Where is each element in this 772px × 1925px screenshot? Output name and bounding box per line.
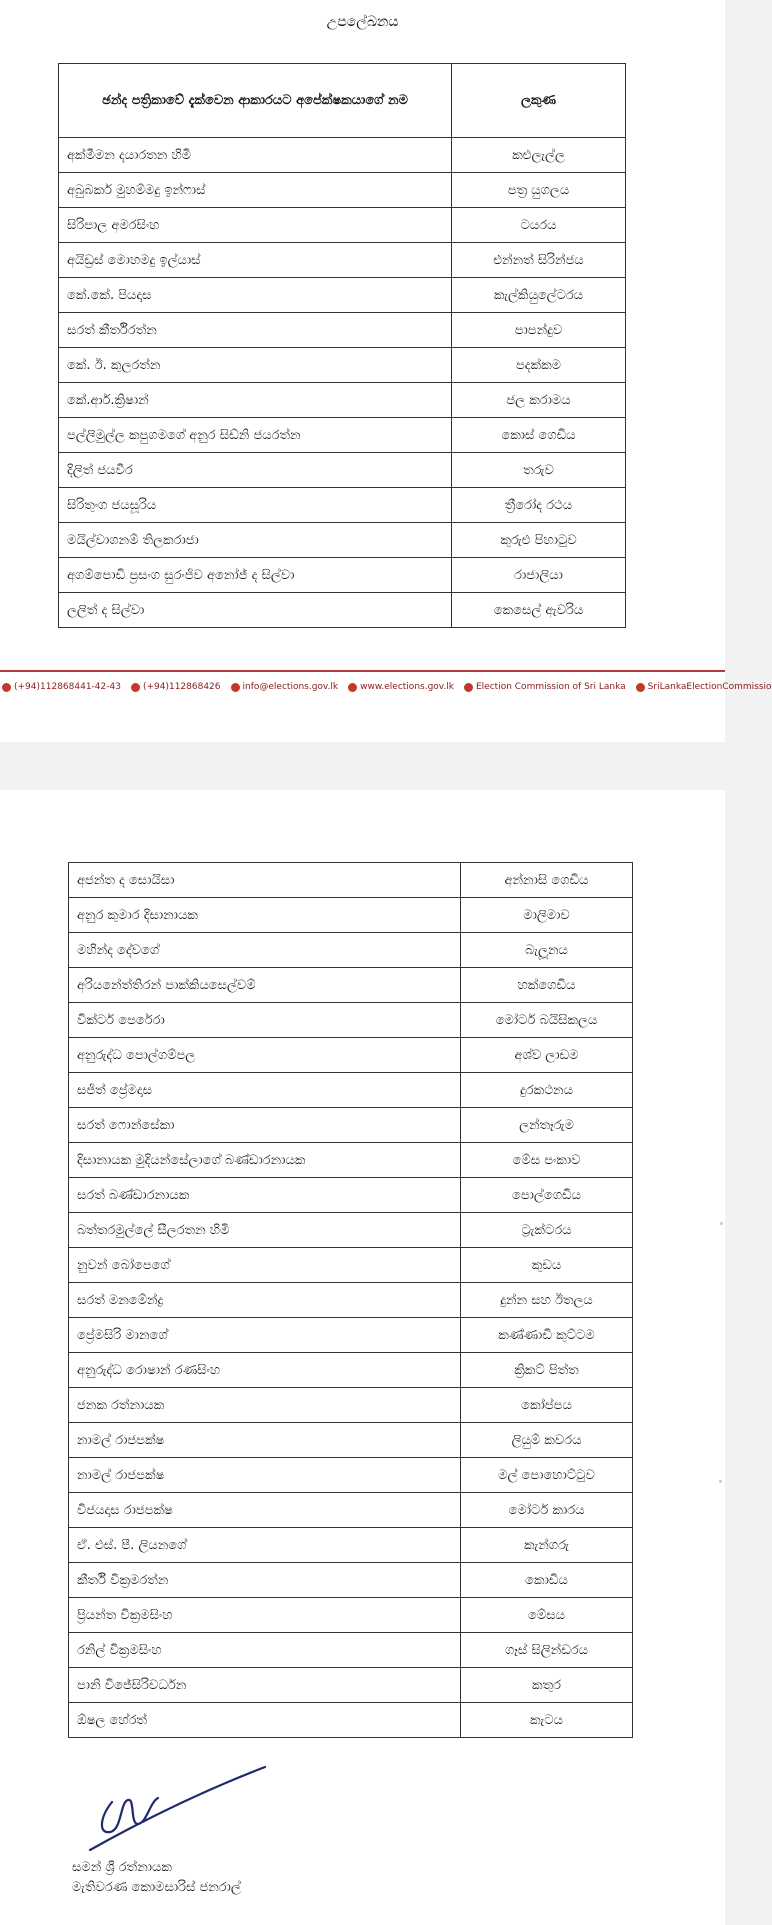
footer-social[interactable] [636, 682, 772, 692]
candidate-name: ප්‍රියන්ත වික්‍රමසිංහ [69, 1598, 461, 1633]
candidate-name: ඕෂල හේරත් [69, 1703, 461, 1738]
candidate-name: ජනක රත්නායක [69, 1388, 461, 1423]
candidate-name: අනුර කුමාර දිසානායක [69, 898, 461, 933]
candidate-name: කීර්ති වික්‍රමරත්න [69, 1563, 461, 1598]
candidate-symbol: මාලිමාව [461, 898, 633, 933]
candidate-name: සරත් ෆොන්සේකා [69, 1108, 461, 1143]
candidate-symbol: මේස පංකාව [461, 1143, 633, 1178]
facebook-icon [464, 683, 473, 692]
candidate-name: නාමල් රාජපක්ෂ [69, 1458, 461, 1493]
candidate-name: අරියනේත්තිරන් පාක්කියසෙල්වම් [69, 968, 461, 1003]
table-row [59, 383, 626, 418]
candidate-symbol: හක්ගෙඩිය [461, 968, 633, 1003]
table-row [69, 1598, 633, 1633]
table-header-row [59, 64, 626, 138]
table-row [69, 1458, 633, 1493]
table-row [69, 1388, 633, 1423]
footer-facebook-text[interactable]: Election Commission of Sri Lanka [476, 682, 626, 692]
candidate-name: නාමල් රාජපක්ෂ [69, 1423, 461, 1458]
candidate-symbol: තරුව [452, 453, 626, 488]
signatory-title: මැතිවරණ කොමසාරිස් ජනරාල් [72, 1880, 241, 1895]
footer-fax-text: (+94)112868426 [142, 682, 221, 692]
annex-title: උපලේඛනය [326, 14, 399, 30]
candidate-name: අක්මීමන දයාරතන හිමි [59, 138, 452, 173]
candidate-name: සරත් කීර්තිරත්න [59, 313, 452, 348]
table-row [69, 933, 633, 968]
table-row [69, 1318, 633, 1353]
candidate-symbol: කුඩය [461, 1248, 633, 1283]
table-row [59, 173, 626, 208]
table-row [69, 1423, 633, 1458]
candidate-symbol: කැටය [461, 1703, 633, 1738]
candidate-symbol: ගෑස් සිලින්ඩරය [461, 1633, 633, 1668]
footer-phone [2, 682, 121, 692]
candidate-symbol: කෙසෙල් ඇවරිය [452, 593, 626, 628]
candidate-symbol: ලියුම් කවරය [461, 1423, 633, 1458]
candidate-symbol: එන්නත් සිරින්ජය [452, 243, 626, 278]
table-row [69, 1178, 633, 1213]
table-row [69, 1703, 633, 1738]
candidate-symbol: ජල කරාමය [452, 383, 626, 418]
candidate-symbol: පාපන්දුව [452, 313, 626, 348]
candidate-name: සරත් බණ්ඩාරනායක [69, 1178, 461, 1213]
candidate-symbol: කණ්ණාඩි කුට්ටම [461, 1318, 633, 1353]
candidate-symbol: රාජාලියා [452, 558, 626, 593]
candidate-symbol: බැලූනය [461, 933, 633, 968]
candidate-symbol: මේසය [461, 1598, 633, 1633]
header-candidate-name: ඡන්ද පත්‍රිකාවේ දැක්වෙන ආකාරයට අපේක්ෂකයාගේ නම [59, 64, 452, 138]
candidate-symbol: කෝප්පය [461, 1388, 633, 1423]
candidate-name: කේ.ආර්.ක්‍රිෂාන් [59, 383, 452, 418]
table-row [59, 523, 626, 558]
candidate-symbol: අශ්ව ලාඩම [461, 1038, 633, 1073]
candidate-name: සිරිපාල අමරසිංහ [59, 208, 452, 243]
table-row [69, 1038, 633, 1073]
table-row [69, 1633, 633, 1668]
table-row [69, 1283, 633, 1318]
scan-speck [719, 1480, 722, 1483]
email-icon [231, 683, 240, 692]
table-row [59, 278, 626, 313]
footer-web-text[interactable]: www.elections.gov.lk [360, 682, 454, 692]
candidate-name: අයිඩ්‍රස් මොහමදු ඉල්යාස් [59, 243, 452, 278]
candidate-name: කේ. ඊ. කුලරත්න [59, 348, 452, 383]
candidate-symbol: කතුර [461, 1668, 633, 1703]
candidate-symbol: දුන්න සහ ඊතලය [461, 1283, 633, 1318]
table-row [59, 558, 626, 593]
table-row [69, 1073, 633, 1108]
fax-icon [131, 683, 140, 692]
table-row [69, 1143, 633, 1178]
table-row [59, 593, 626, 628]
table-row [59, 208, 626, 243]
candidate-name: අජන්ත ද සොයිසා [69, 863, 461, 898]
candidate-symbol: මල් පොහොට්ටුව [461, 1458, 633, 1493]
candidate-name: අබුබකර් මුහම්මදු ඉන්ෆාස් [59, 173, 452, 208]
phone-icon [2, 683, 11, 692]
candidate-name: මහින්ද දේවගේ [69, 933, 461, 968]
candidate-symbol: ට්‍රැක්ටරය [461, 1213, 633, 1248]
candidate-symbol: කළුලැල්ල [452, 138, 626, 173]
footer-social-text[interactable]: SriLankaElectionCommissio [647, 682, 772, 692]
candidate-name: දිසානායක මුදියන්සේලාගේ බණ්ඩාරනායක [69, 1143, 461, 1178]
candidate-symbol: කැන්ගරු [461, 1528, 633, 1563]
candidate-name: නුවන් බෝපෙගේ [69, 1248, 461, 1283]
candidate-symbol: ක්‍රිකට් පිත්ත [461, 1353, 633, 1388]
table-row [69, 1248, 633, 1283]
candidate-name: මයිල්වාගනම් තිලකරාජා [59, 523, 452, 558]
candidate-symbol: දුරකථනය [461, 1073, 633, 1108]
table-row [69, 898, 633, 933]
candidate-name: දිලිත් ජයවීර [59, 453, 452, 488]
candidate-symbol: කොඩිය [461, 1563, 633, 1598]
candidate-symbol: පත්‍ර යුගලය [452, 173, 626, 208]
table-row [59, 453, 626, 488]
table-row [69, 1108, 633, 1143]
document-page-2 [0, 790, 725, 1925]
candidate-symbol: මෝටර් බයිසිකලය [461, 1003, 633, 1038]
candidate-name: සරත් මනමේන්ද්‍ර [69, 1283, 461, 1318]
footer-email[interactable] [231, 682, 339, 692]
table-row [59, 418, 626, 453]
table-row [69, 1528, 633, 1563]
candidate-symbol: අන්නාසි ගෙඩිය [461, 863, 633, 898]
candidate-symbol: කුරුළු පිහාටුව [452, 523, 626, 558]
candidate-name: අනුරුද්ධ පොල්ගම්පල [69, 1038, 461, 1073]
table-row [69, 1213, 633, 1248]
candidate-name: කේ.කේ. පියදාස [59, 278, 452, 313]
table-row [69, 863, 633, 898]
candidate-name: අගම්පොඩි ප්‍රසංග සුරංජිව අනෝජ් ද සිල්වා [59, 558, 452, 593]
table-row [69, 1003, 633, 1038]
social-icon [636, 683, 645, 692]
candidate-name: ප්‍රේමසිරි මානගේ [69, 1318, 461, 1353]
footer-facebook[interactable] [464, 682, 626, 692]
table-row [59, 348, 626, 383]
candidate-name: වික්ටර් පෙරේරා [69, 1003, 461, 1038]
scan-speck [720, 1222, 723, 1225]
candidate-name: ලලිත් ද සිල්වා [59, 593, 452, 628]
candidate-name: අනුරුද්ධ රොෂාන් රණසිංහ [69, 1353, 461, 1388]
candidate-symbol: කැල්කියුලේටරය [452, 278, 626, 313]
table-row [69, 1353, 633, 1388]
table-row [59, 243, 626, 278]
table-row [69, 1563, 633, 1598]
candidate-name: සජිත් ප්‍රේමදාස [69, 1073, 461, 1108]
table-row [59, 138, 626, 173]
signature-image [80, 1762, 270, 1852]
footer-email-text[interactable]: info@elections.gov.lk [242, 682, 339, 692]
web-icon [348, 683, 357, 692]
candidate-symbol: කොස් ගෙඩිය [452, 418, 626, 453]
candidate-name: බත්තරමුල්ලේ සීලරතන හිමි [69, 1213, 461, 1248]
candidate-name: විජයදාස රාජපක්ෂ [69, 1493, 461, 1528]
table-row [69, 968, 633, 1003]
candidate-symbol: මෝටර් කාරය [461, 1493, 633, 1528]
contact-footer [2, 678, 772, 696]
candidate-symbol: ත්‍රීරෝද රථය [452, 488, 626, 523]
signatory-name: සමන් ශ්‍රී රත්නායක [72, 1860, 172, 1875]
footer-fax [131, 682, 221, 692]
footer-phone-text: (+94)112868441-42-43 [14, 682, 121, 692]
footer-web[interactable] [348, 682, 454, 692]
header-symbol: ලකුණ [452, 64, 626, 138]
table-row [69, 1493, 633, 1528]
candidate-name: රනිල් වික්‍රමසිංහ [69, 1633, 461, 1668]
candidate-name: පානි විජේසිරිවර්ධන [69, 1668, 461, 1703]
candidate-symbol-table-2 [68, 862, 633, 1738]
candidate-symbol-table-1 [58, 63, 626, 628]
footer-rule [0, 670, 725, 672]
table-row [59, 313, 626, 348]
candidate-symbol: ලන්තෑරුම [461, 1108, 633, 1143]
table-row [59, 488, 626, 523]
document-page-1 [0, 0, 772, 742]
candidate-name: ඒ. එස්. පී. ලියනගේ [69, 1528, 461, 1563]
candidate-symbol: පොල්ගෙඩිය [461, 1178, 633, 1213]
candidate-name: පල්ලිමුල්ල කපුගමගේ අනුර සිඩ්නි ජයරත්න [59, 418, 452, 453]
table-row [69, 1668, 633, 1703]
candidate-symbol: ටයරය [452, 208, 626, 243]
candidate-symbol: පදක්කම [452, 348, 626, 383]
candidate-name: සිරිතුංග ජයසූරිය [59, 488, 452, 523]
